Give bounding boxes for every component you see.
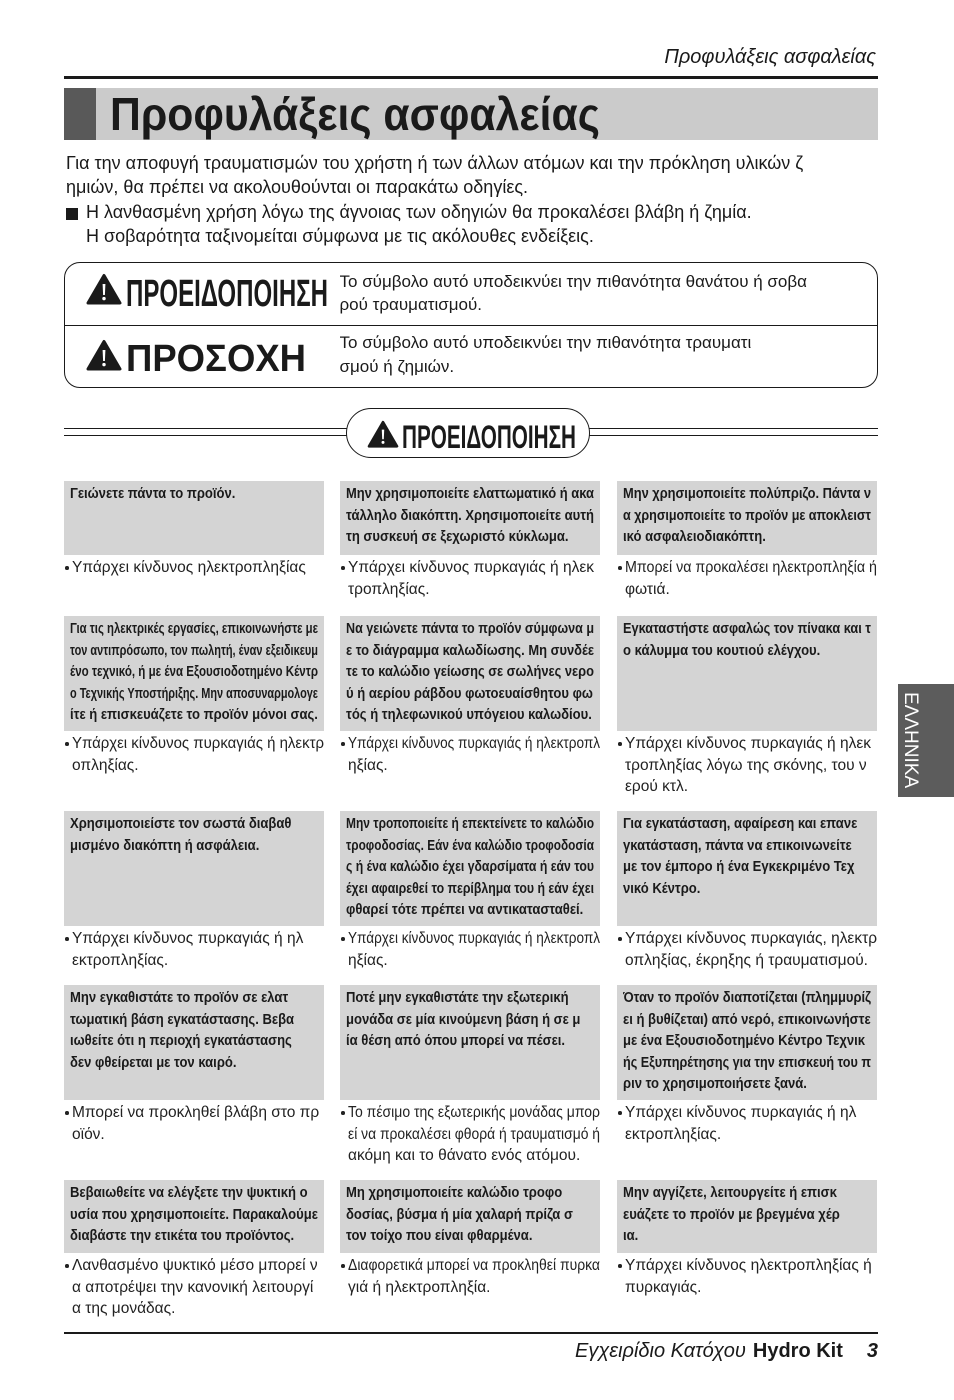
warning-label <box>126 274 328 314</box>
consequence-line <box>72 1102 324 1124</box>
section-heading-text: ΠΡΟΕΙΔΟΠΟΙΗΣΗ <box>401 419 576 454</box>
consequence-line <box>625 1255 877 1277</box>
heading-text: Για εγκατάσταση, αφαίρεση και επανε <box>623 816 858 832</box>
heading-text: με ένα Εξουσιοδοτημένο Κέντρο Τεχνικ <box>623 1033 866 1049</box>
warning-item <box>64 1180 324 1320</box>
intro-text: ημιών, θα πρέπει να ακολουθούνται οι παρακάτω οδηγίες. <box>66 177 529 198</box>
heading-line <box>346 814 594 836</box>
heading-text: δεν φθείρεται με τον καιρό. <box>70 1054 237 1071</box>
heading-line <box>70 836 318 858</box>
warning-item-consequence <box>617 557 877 600</box>
warning-item-consequence <box>617 928 877 971</box>
consequence-line <box>72 1124 324 1146</box>
heading-line <box>70 705 318 727</box>
warning-triangle-icon <box>367 420 399 448</box>
consequence-line <box>625 733 877 755</box>
intro-line <box>66 175 876 199</box>
warning-item-consequence <box>64 1102 324 1145</box>
warning-item-heading <box>64 1180 324 1253</box>
heading-line <box>346 662 594 684</box>
heading-text: Μη χρησιμοποιείτε καλώδιο τροφο <box>346 1185 563 1201</box>
consequence-text: οπληξίας. <box>72 756 139 774</box>
warning-description-text: Το σύμβολο αυτό υποδεικνύει την πιθανότητα θανάτου ή σοβα <box>339 271 807 291</box>
consequence-line <box>72 950 324 972</box>
bullet-icon <box>618 937 622 941</box>
heading-line <box>346 1205 594 1227</box>
heading-text: Για τις ηλεκτρικές εργασίες, επικοινωνήστε με <box>70 621 318 637</box>
warning-description <box>340 270 865 317</box>
intro-paragraph <box>66 151 876 200</box>
warning-triangle-icon <box>86 273 122 305</box>
heading-text: ικό ασφαλειοδιακόπτη. <box>623 529 766 545</box>
heading-line <box>623 1074 871 1096</box>
heading-line <box>346 1031 594 1053</box>
heading-text: τός ή τηλεφωνικού υπόγειου καλωδίου. <box>346 707 592 723</box>
heading-text: ία θέση από όπου μπορεί να πέσει. <box>346 1033 566 1049</box>
footer-rule <box>64 1332 878 1334</box>
consequence-line <box>348 1145 600 1167</box>
consequence-text: εκτροπληξίας. <box>72 951 169 969</box>
warning-item-consequence <box>340 557 600 600</box>
warning-item-heading <box>340 811 600 926</box>
consequence-line <box>348 1255 600 1277</box>
heading-text: φθαρεί τότε πρέπει να αντικατασταθεί. <box>346 902 584 918</box>
warning-item-consequence <box>340 928 600 971</box>
heading-line <box>346 900 594 922</box>
heading-text: α χρησιμοποιείτε το προϊόν με αποκλειστ <box>623 507 871 524</box>
bullet-icon <box>65 937 69 941</box>
heading-line <box>623 506 871 528</box>
heading-line <box>70 484 318 506</box>
warning-item <box>340 985 600 1167</box>
warning-item <box>617 1180 877 1298</box>
heading-line <box>623 1031 871 1053</box>
heading-line <box>623 1205 871 1227</box>
intro-note <box>86 200 876 249</box>
consequence-text: τροπληξίας. <box>348 580 430 598</box>
heading-line <box>623 836 871 858</box>
heading-text: ευάζετε το προϊόν με βρεγμένα χέρ <box>623 1206 840 1223</box>
consequence-text: Υπάρχει κίνδυνος πυρκαγιάς ή ηλεκτροπλ <box>348 735 600 752</box>
consequence-line <box>348 755 600 777</box>
consequence-line <box>72 1277 324 1299</box>
heading-line <box>70 641 318 663</box>
heading-text: ής Εξυπηρέτησης για την επισκευή του π <box>623 1054 871 1071</box>
consequence-text: α της μονάδας. <box>72 1300 176 1317</box>
severity-legend-box <box>64 262 878 388</box>
heading-line <box>70 814 318 836</box>
heading-line <box>70 988 318 1010</box>
consequence-text: Μπορεί να προκληθεί βλάβη στο πρ <box>72 1104 320 1121</box>
bullet-icon <box>65 742 69 746</box>
bullet-icon <box>618 1264 622 1268</box>
consequence-text: Το πέσιμο της εξωτερικής μονάδας μπορ <box>348 1104 600 1121</box>
heading-line <box>70 1010 318 1032</box>
consequence-text: Υπάρχει κίνδυνος ηλεκτροπληξίας ή <box>625 1257 872 1274</box>
consequence-line <box>72 557 324 579</box>
consequence-line <box>348 928 600 950</box>
heading-text: Μην τροποποιείτε ή επεκτείνετε το καλώδιο <box>346 816 594 832</box>
section-heading-pill <box>346 408 590 458</box>
heading-line <box>70 684 318 706</box>
warning-item-consequence <box>617 733 877 798</box>
heading-line <box>623 484 871 506</box>
warning-item-heading <box>340 1180 600 1253</box>
heading-text: τωματική βάση εγκατάστασης. Βεβα <box>70 1011 295 1028</box>
heading-line <box>623 1226 871 1248</box>
bullet-icon <box>618 742 622 746</box>
warning-item-consequence <box>617 1255 877 1298</box>
caution-description-line <box>340 331 865 355</box>
heading-text: ύ ή αερίου ράβδου φωτοευαίσθητου φω <box>346 685 593 702</box>
heading-line <box>623 1053 871 1075</box>
consequence-line <box>625 776 877 798</box>
warning-description-line <box>340 270 865 294</box>
heading-line <box>346 988 594 1010</box>
consequence-line <box>72 1255 324 1277</box>
consequence-text: Υπάρχει κίνδυνος πυρκαγιάς ή ηλεκτροπλ <box>348 930 600 947</box>
warning-item-heading <box>617 811 877 926</box>
heading-text: Μην χρησιμοποιείτε ελαττωματικό ή ακα <box>346 486 594 502</box>
heading-line <box>70 662 318 684</box>
heading-text: Μην εγκαθιστάτε το προϊόν σε ελατ <box>70 990 289 1006</box>
heading-text: τη συσκευή σε ξεχωριστό κύκλωμα. <box>346 529 569 545</box>
heading-text: υσία που χρησιμοποιείτε. Παρακαλούμε <box>70 1206 318 1223</box>
language-tab-label: ΕΛΛΗΝΙΚΑ <box>900 692 921 789</box>
heading-line <box>346 857 594 879</box>
consequence-line <box>625 579 877 601</box>
running-header: Προφυλάξεις ασφαλείας <box>664 46 876 68</box>
heading-line <box>70 619 318 641</box>
heading-text: ιωθείτε ότι η περιοχή εγκατάστασης <box>70 1033 292 1049</box>
bullet-icon <box>341 937 345 941</box>
warning-item-consequence <box>340 1102 600 1167</box>
caution-label-text: ΠΡΟΣΟΧΗ <box>125 338 306 379</box>
caution-description <box>340 331 865 378</box>
warning-item-heading <box>617 616 877 731</box>
footer-manual-title: Εγχειρίδιο Κατόχου <box>575 1340 746 1362</box>
consequence-text: ηξίας. <box>348 951 388 969</box>
warning-item-heading <box>617 985 877 1100</box>
bullet-icon <box>618 566 622 570</box>
heading-text: Γειώνετε πάντα το προϊόν. <box>70 486 236 502</box>
bullet-icon <box>618 1111 622 1115</box>
warning-item <box>340 1180 600 1298</box>
heading-text: Χρησιμοποιείστε τον σωστά διαβαθ <box>70 816 292 832</box>
heading-text: νικό Κέντρο. <box>623 880 701 897</box>
heading-line <box>623 619 871 641</box>
severity-divider <box>65 325 877 327</box>
warning-item-consequence <box>64 557 324 579</box>
heading-text: τροφοδοσίας. Εάν ένα καλώδιο τροφοδοσία <box>346 837 594 854</box>
warning-item-heading <box>64 811 324 926</box>
heading-text: ς ή ένα καλώδιο έχει γδαρσίματα ή εάν του <box>346 859 594 875</box>
warning-item <box>64 481 324 579</box>
heading-line <box>623 527 871 549</box>
heading-text: Μην χρησιμοποιείτε πολύπριζο. Πάντα ν <box>623 486 871 502</box>
note-text: Η σοβαρότητα ταξινομείται σύμφωνα με τις ακόλουθες ενδείξεις. <box>86 226 594 247</box>
heading-text: ένο τεχνικό, ή με ένα Εξουσιοδοτημένο Κέντρ <box>70 664 318 680</box>
heading-line <box>623 641 871 663</box>
note-line <box>86 224 876 248</box>
heading-line <box>346 836 594 858</box>
page-title <box>110 88 600 140</box>
warning-item-heading <box>617 1180 877 1253</box>
square-bullet-icon <box>66 208 78 220</box>
heading-text: με τον έμπορο ή ένα Εγκεκριμένο Τεχ <box>623 859 855 875</box>
footer-product-name: Hydro Kit <box>752 1340 843 1362</box>
heading-line <box>623 988 871 1010</box>
consequence-line <box>625 755 877 777</box>
heading-text: Ποτέ μην εγκαθιστάτε την εξωτερική <box>346 990 569 1006</box>
heading-text: Να γειώνετε πάντα το προϊόν σύμφωνα μ <box>346 621 594 637</box>
consequence-line <box>72 733 324 755</box>
consequence-text: ερού κτλ. <box>625 778 689 795</box>
consequence-text: Μπορεί να προκαλέσει ηλεκτροπληξία ή <box>625 559 877 576</box>
consequence-text: Υπάρχει κίνδυνος πυρκαγιάς ή ηλεκτρ <box>72 735 324 752</box>
warning-item-heading <box>340 481 600 555</box>
warning-item <box>64 811 324 971</box>
heading-text: ίτε ή επισκευάζετε το προϊόν μόνοι σας. <box>70 707 318 723</box>
warning-item-consequence <box>64 733 324 776</box>
consequence-text: εκτροπληξίας. <box>625 1125 722 1143</box>
consequence-line <box>348 557 600 579</box>
consequence-text: Υπάρχει κίνδυνος πυρκαγιάς ή ηλεκ <box>348 559 594 576</box>
bullet-icon <box>65 1264 69 1268</box>
consequence-line <box>625 1102 877 1124</box>
language-tab <box>898 684 954 797</box>
heading-line <box>346 879 594 901</box>
warning-item <box>617 616 877 798</box>
footer <box>575 1339 878 1363</box>
warning-triangle-icon <box>86 339 122 371</box>
consequence-text: Υπάρχει κίνδυνος πυρκαγιάς ή ηλ <box>72 930 304 947</box>
heading-text: τον τοίχο που είναι φθαρμένα. <box>346 1228 533 1244</box>
consequence-line <box>625 950 877 972</box>
consequence-text: οϊόν. <box>72 1125 105 1143</box>
page-number: 3 <box>866 1340 878 1362</box>
note-line <box>86 200 876 224</box>
page-title-text: Προφυλάξεις ασφαλείας <box>110 88 600 140</box>
consequence-line <box>625 1124 877 1146</box>
heading-text: ια. <box>623 1228 639 1244</box>
warning-item <box>617 481 877 600</box>
heading-text: γκατάσταση, πάντα να επικοινωνείτε <box>623 837 852 854</box>
heading-line <box>70 1183 318 1205</box>
intro-text: Για την αποφυγή τραυματισμών του χρήστη ή των άλλων ατόμων και την πρόκληση υλικών ζ <box>66 153 804 173</box>
warning-description-text: ρού τραυματισμού. <box>339 295 483 314</box>
heading-line <box>346 684 594 706</box>
bullet-icon <box>341 1111 345 1115</box>
intro-line <box>66 151 876 175</box>
consequence-text: α αποτρέψει την κανονική λειτουργί <box>72 1278 314 1296</box>
heading-text: μισμένο διακόπτη ή ασφάλεια. <box>70 837 260 854</box>
consequence-line <box>348 1277 600 1299</box>
heading-line <box>70 1205 318 1227</box>
bullet-icon <box>65 566 69 570</box>
heading-line <box>70 1031 318 1053</box>
heading-line <box>623 1010 871 1032</box>
section-heading <box>402 420 576 454</box>
title-band <box>64 88 878 140</box>
caution-description-text: Το σύμβολο αυτό υποδεικνύει την πιθανότητα τραυματι <box>339 333 752 352</box>
consequence-line <box>348 950 600 972</box>
consequence-text: Υπάρχει κίνδυνος πυρκαγιάς, ηλεκτρ <box>625 930 877 947</box>
warning-item-consequence <box>64 928 324 971</box>
warning-item-consequence <box>617 1102 877 1145</box>
heading-line <box>346 506 594 528</box>
heading-line <box>623 857 871 879</box>
warning-item-heading <box>64 985 324 1100</box>
heading-text: τάλληλο διακόπτη. Χρησιμοποιείτε αυτή <box>346 507 594 524</box>
heading-text: τον αντιπρόσωπο, τον πωλητή, έναν εξειδικευμ <box>70 642 318 659</box>
heading-text: ε το διάγραμμα καλωδίωσης. Μη συνδέε <box>346 642 594 659</box>
heading-text: δοσίας, βύσμα ή μία χαλαρή πρίζα σ <box>346 1206 573 1223</box>
warning-item <box>617 985 877 1145</box>
heading-text: Βεβαιωθείτε να ελέγξετε την ψυκτική ο <box>70 1185 308 1201</box>
caution-label <box>126 339 306 379</box>
title-band-accent <box>64 88 96 140</box>
warning-item-heading <box>340 616 600 731</box>
warning-label-text: ΠΡΟΕΙΔΟΠΟΙΗΣΗ <box>125 274 328 314</box>
consequence-line <box>625 928 877 950</box>
bullet-icon <box>341 742 345 746</box>
heading-text: έχει αφαιρεθεί το περίβλημα του ή εάν έχει <box>346 880 594 897</box>
consequence-line <box>348 733 600 755</box>
warning-item-consequence <box>64 1255 324 1320</box>
consequence-text: ηξίας. <box>348 756 388 774</box>
consequence-text: τροπληξίας λόγω της σκόνης, του ν <box>625 756 867 774</box>
consequence-text: Διαφορετικά μπορεί να προκληθεί πυρκα <box>348 1257 600 1274</box>
heading-line <box>346 641 594 663</box>
header-rule <box>64 76 878 79</box>
consequence-text: Υπάρχει κίνδυνος πυρκαγιάς ή ηλεκ <box>625 735 871 752</box>
heading-text: ο Τεχνικής Υποστήριξης. Μην αποσυναρμολογε <box>70 685 318 702</box>
consequence-text: εί να προκαλέσει φθορά ή τραυματισμό ή <box>348 1125 600 1143</box>
warning-item <box>340 811 600 971</box>
bullet-icon <box>341 1264 345 1268</box>
consequence-line <box>625 557 877 579</box>
consequence-line <box>72 928 324 950</box>
warning-item <box>340 481 600 600</box>
warning-item-heading <box>617 481 877 555</box>
heading-line <box>623 814 871 836</box>
consequence-line <box>348 1102 600 1124</box>
consequence-line <box>72 755 324 777</box>
heading-text: ει ή βυθίζεται) από νερό, επικοινωνήστε <box>623 1011 871 1028</box>
heading-text: Μην αγγίζετε, λειτουργείτε ή επισκ <box>623 1185 837 1201</box>
heading-line <box>346 1226 594 1248</box>
bullet-icon <box>341 566 345 570</box>
heading-text: διαβάστε την ετικέτα του προϊόντος. <box>70 1228 295 1244</box>
heading-line <box>70 1053 318 1075</box>
heading-line <box>346 705 594 727</box>
consequence-text: γιά ή ηλεκτροπληξία. <box>348 1278 491 1296</box>
consequence-text: οπληξίας, έκρηξης ή τραυματισμού. <box>625 951 868 969</box>
heading-line <box>346 1010 594 1032</box>
bullet-icon <box>65 1111 69 1115</box>
warning-item-heading <box>64 481 324 555</box>
warning-item <box>617 811 877 971</box>
consequence-text: ακόμη και το θάνατο ενός ατόμου. <box>348 1147 581 1164</box>
consequence-text: Υπάρχει κίνδυνος ηλεκτροπληξίας <box>72 559 306 576</box>
consequence-line <box>625 1277 877 1299</box>
consequence-text: φωτιά. <box>625 580 670 598</box>
heading-text: τε το καλώδιο γείωσης σε σωλήνες νερο <box>346 664 594 680</box>
heading-text: ο κάλυμμα του κουτιού ελέγχου. <box>623 642 821 659</box>
heading-line <box>346 484 594 506</box>
consequence-line <box>72 1298 324 1320</box>
heading-line <box>70 1226 318 1248</box>
heading-text: ριν το χρησιμοποιήσετε ξανά. <box>623 1076 807 1092</box>
heading-line <box>346 527 594 549</box>
consequence-text: Λανθασμένο ψυκτικό μέσο μπορεί ν <box>72 1257 318 1274</box>
warning-item-heading <box>340 985 600 1100</box>
warning-item <box>64 616 324 776</box>
heading-text: μονάδα σε μία κινούμενη βάση ή σε μ <box>346 1011 581 1028</box>
heading-text: Εγκαταστήστε ασφαλώς τον πίνακα και τ <box>623 621 871 637</box>
heading-line <box>346 1183 594 1205</box>
consequence-text: πυρκαγιάς. <box>625 1278 702 1296</box>
warning-item <box>64 985 324 1145</box>
warning-item-consequence <box>340 733 600 776</box>
warning-item-consequence <box>340 1255 600 1298</box>
consequence-line <box>348 1124 600 1146</box>
warning-description-line <box>340 293 865 317</box>
consequence-text: Υπάρχει κίνδυνος πυρκαγιάς ή ηλ <box>625 1104 857 1121</box>
consequence-line <box>348 579 600 601</box>
caution-description-text: σμού ή ζημιών. <box>339 356 455 376</box>
heading-line <box>623 1183 871 1205</box>
heading-line <box>346 619 594 641</box>
heading-text: Όταν το προϊόν διαποτίζεται (πλημμυρίζ <box>623 990 871 1006</box>
warning-item <box>340 616 600 776</box>
heading-line <box>623 879 871 901</box>
note-text: Η λανθασμένη χρήση λόγω της άγνοιας των οδηγιών θα προκαλέσει βλάβη ή ζημία. <box>86 201 752 222</box>
warning-item-heading <box>64 616 324 731</box>
caution-description-line <box>340 355 865 379</box>
